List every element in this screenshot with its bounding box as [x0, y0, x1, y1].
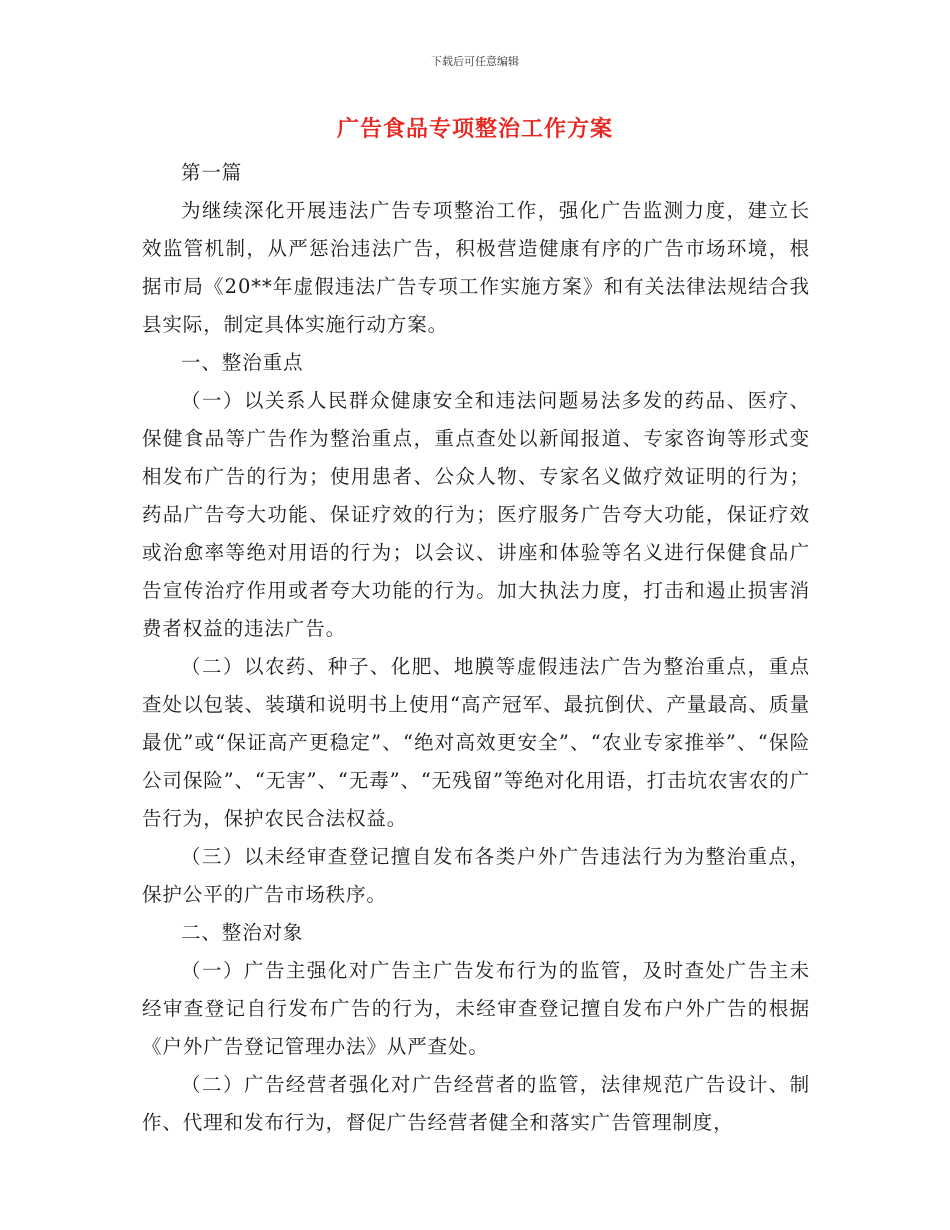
intro-paragraph: 为继续深化开展违法广告专项整治工作，强化广告监测力度，建立长效监管机制，从严惩治违法广告，积极营造健康有序的广告市场环境，根据市局《20**年虚假违法广告专项工作实施方案》和有关法律法规结合我县实际，制定具体实施行动方案。 — [142, 199, 810, 336]
focus-item-2: （二）以农药、种子、化肥、地膜等虚假违法广告为整治重点，重点查处以包装、装璜和说明书上使用“高产冠军、最抗倒伏、产量最高、质量最优”或“保证高产更稳定”、“绝对高效更安全”、“农业专家推举”、“保险公司保险”、“无害”、“无毒”、“无残留”等绝对化用语，打击坑农害农的广告行为，保护农民合法权益。 — [142, 655, 810, 830]
focus-item-1: （一）以关系人民群众健康安全和违法问题易法多发的药品、医疗、保健食品等广告作为整治重点，重点查处以新闻报道、专家咨询等形式变相发布广告的行为；使用患者、公众人物、专家名义做疗效证明的行为；药品广告夸大功能、保证疗效的行为；医疗服务广告夸大功能，保证疗效或治愈率等绝对用语的行为；以会议、讲座和体验等名义进行保健食品广告宣传治疗作用或者夸大功能的行为。加大执法力度，打击和遏止损害消费者权益的违法广告。 — [142, 389, 810, 640]
target-item-1: （一）广告主强化对广告主广告发布行为的监管，及时查处广告主未经审查登记自行发布广告的行为，未经审查登记擅自发布户外广告的根据《户外广告登记管理办法》从严查处。 — [142, 959, 810, 1058]
focus-item-3: （三）以未经审查登记擅自发布各类户外广告违法行为为整治重点，保护公平的广告市场秩序。 — [142, 845, 810, 906]
document-title: 广告食品专项整治工作方案 — [336, 117, 613, 142]
section-heading-rectification-focus: 一、整治重点 — [181, 351, 304, 374]
header-note: 下载后可任意编辑 — [431, 55, 519, 68]
document-body — [142, 154, 810, 1142]
target-item-2: （二）广告经营者强化对广告经营者的监管，法律规范广告设计、制作、代理和发布行为，督促广告经营者健全和落实广告管理制度， — [142, 1073, 810, 1134]
section-heading-rectification-targets: 二、整治对象 — [181, 921, 304, 944]
part-label: 第一篇 — [181, 161, 243, 184]
